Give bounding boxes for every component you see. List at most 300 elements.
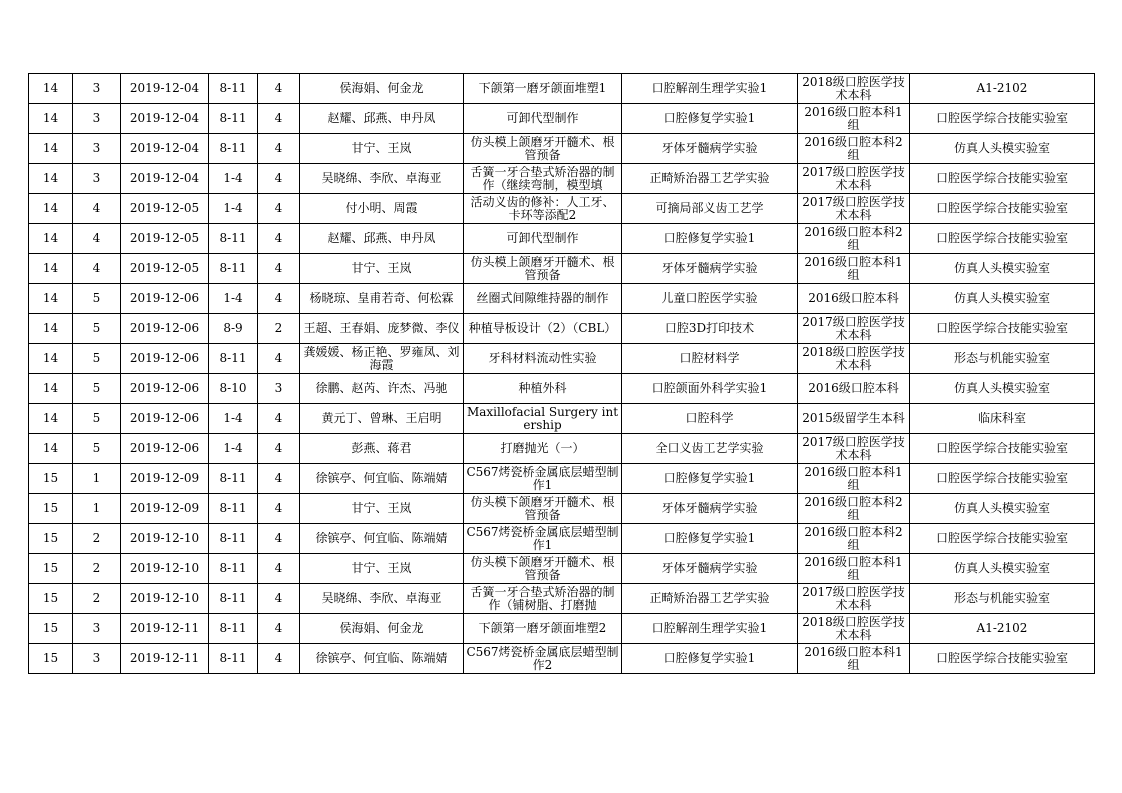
room-cell-text: 仿真人头模实验室 (953, 382, 1050, 395)
class-cell (798, 74, 910, 104)
class-cell (798, 644, 910, 674)
week-cell (29, 494, 73, 524)
teachers-cell (300, 404, 464, 434)
weekday-cell (73, 464, 121, 494)
weekday-cell-text: 5 (92, 382, 101, 395)
class-cell (798, 404, 910, 434)
date-cell-text: 2019-12-04 (129, 112, 200, 125)
course-cell-text: 口腔材料学 (679, 352, 740, 365)
room-cell-text: 口腔医学综合技能实验室 (935, 172, 1068, 185)
course-cell-text: 口腔颌面外科学实验1 (651, 382, 768, 395)
week-cell-text: 14 (42, 412, 59, 425)
course-cell (622, 74, 798, 104)
course-cell (622, 224, 798, 254)
hours-cell (258, 224, 300, 254)
weekday-cell (73, 584, 121, 614)
week-cell (29, 614, 73, 644)
weekday-cell (73, 284, 121, 314)
periods-cell-text: 8-11 (219, 562, 247, 575)
content-cell (464, 224, 622, 254)
hours-cell (258, 584, 300, 614)
course-cell-text: 正畸矫治器工艺学实验 (649, 172, 770, 185)
weekday-cell-text: 3 (92, 172, 101, 185)
room-cell-text: 口腔医学综合技能实验室 (935, 652, 1068, 665)
room-cell-text: A1-2102 (976, 622, 1028, 635)
table-row (29, 224, 1095, 254)
date-cell-text: 2019-12-05 (129, 202, 200, 215)
periods-cell (209, 404, 258, 434)
class-cell-text: 2017级口腔医学技术本科 (802, 315, 905, 342)
teachers-cell-text: 徐镔亭、何宜临、陈端婧 (315, 532, 448, 545)
course-cell-text: 可摘局部义齿工艺学 (655, 202, 764, 215)
date-cell-text: 2019-12-11 (129, 652, 200, 665)
hours-cell (258, 644, 300, 674)
hours-cell-text: 4 (274, 442, 283, 455)
course-cell-text: 牙体牙髓病学实验 (661, 502, 758, 515)
teachers-cell-text: 侯海娟、何金龙 (339, 82, 424, 95)
room-cell-text: 口腔医学综合技能实验室 (935, 532, 1068, 545)
room-cell-text: 仿真人头模实验室 (953, 142, 1050, 155)
hours-cell-text: 4 (274, 502, 283, 515)
weekday-cell-text: 5 (92, 322, 101, 335)
date-cell-text: 2019-12-11 (129, 622, 200, 635)
table-row (29, 584, 1095, 614)
weekday-cell (73, 104, 121, 134)
class-cell (798, 464, 910, 494)
date-cell-text: 2019-12-10 (129, 562, 200, 575)
week-cell-text: 15 (42, 622, 59, 635)
periods-cell (209, 554, 258, 584)
date-cell-text: 2019-12-10 (129, 592, 200, 605)
periods-cell-text: 8-11 (219, 592, 247, 605)
week-cell-text: 14 (42, 442, 59, 455)
room-cell-text: 仿真人头模实验室 (953, 562, 1050, 575)
content-cell-text: 仿头模下颌磨牙开髓术、根管预备 (470, 495, 615, 522)
content-cell (464, 284, 622, 314)
course-cell (622, 614, 798, 644)
date-cell (121, 614, 209, 644)
hours-cell (258, 134, 300, 164)
hours-cell-text: 4 (274, 292, 283, 305)
class-cell-text: 2016级口腔本科 (808, 382, 899, 395)
room-cell (910, 74, 1095, 104)
class-cell-text: 2016级口腔本科1组 (804, 465, 903, 492)
content-cell-text: C567烤瓷桥金属底层蜡型制作1 (466, 525, 619, 552)
room-cell (910, 164, 1095, 194)
weekday-cell (73, 224, 121, 254)
teachers-cell-text: 侯海娟、何金龙 (339, 622, 424, 635)
hours-cell-text: 3 (274, 382, 283, 395)
week-cell-text: 15 (42, 562, 59, 575)
weekday-cell-text: 2 (92, 562, 101, 575)
hours-cell-text: 4 (274, 232, 283, 245)
teachers-cell-text: 吴晓绵、李欣、卓海亚 (321, 172, 442, 185)
week-cell-text: 15 (42, 502, 59, 515)
week-cell (29, 224, 73, 254)
table-row (29, 434, 1095, 464)
week-cell (29, 584, 73, 614)
weekday-cell (73, 524, 121, 554)
periods-cell-text: 1-4 (223, 292, 243, 305)
class-cell-text: 2016级口腔本科2组 (804, 135, 903, 162)
hours-cell-text: 4 (274, 622, 283, 635)
content-cell-text: 丝圈式间隙维持器的制作 (476, 292, 609, 305)
table-row (29, 374, 1095, 404)
course-cell (622, 134, 798, 164)
class-cell-text: 2016级口腔本科 (808, 292, 899, 305)
content-cell (464, 584, 622, 614)
week-cell (29, 374, 73, 404)
course-cell-text: 全口义齿工艺学实验 (655, 442, 764, 455)
room-cell (910, 194, 1095, 224)
teachers-cell-text: 黄元丁、曾琳、王启明 (321, 412, 442, 425)
week-cell (29, 644, 73, 674)
course-cell (622, 404, 798, 434)
course-cell-text: 牙体牙髓病学实验 (661, 562, 758, 575)
table-row (29, 74, 1095, 104)
periods-cell (209, 74, 258, 104)
table-row (29, 644, 1095, 674)
course-cell (622, 434, 798, 464)
content-cell-text: C567烤瓷桥金属底层蜡型制作2 (466, 645, 619, 672)
class-cell (798, 494, 910, 524)
content-cell-text: 种植导板设计（2）（CBL） (468, 322, 617, 335)
weekday-cell (73, 404, 121, 434)
class-cell-text: 2018级口腔医学技术本科 (802, 345, 905, 372)
date-cell (121, 104, 209, 134)
table-row (29, 404, 1095, 434)
date-cell-text: 2019-12-04 (129, 82, 200, 95)
course-cell (622, 314, 798, 344)
week-cell (29, 344, 73, 374)
periods-cell (209, 194, 258, 224)
table-row (29, 524, 1095, 554)
periods-cell (209, 644, 258, 674)
date-cell (121, 314, 209, 344)
room-cell (910, 254, 1095, 284)
date-cell-text: 2019-12-05 (129, 262, 200, 275)
room-cell (910, 554, 1095, 584)
week-cell-text: 14 (42, 82, 59, 95)
teachers-cell (300, 434, 464, 464)
room-cell (910, 344, 1095, 374)
course-cell (622, 164, 798, 194)
date-cell (121, 524, 209, 554)
hours-cell-text: 4 (274, 532, 283, 545)
week-cell-text: 15 (42, 472, 59, 485)
content-cell-text: 可卸代型制作 (506, 112, 579, 125)
room-cell-text: 仿真人头模实验室 (953, 262, 1050, 275)
week-cell (29, 554, 73, 584)
course-cell-text: 口腔修复学实验1 (663, 532, 756, 545)
table-row (29, 134, 1095, 164)
room-cell (910, 524, 1095, 554)
date-cell (121, 254, 209, 284)
hours-cell (258, 524, 300, 554)
hours-cell-text: 4 (274, 352, 283, 365)
content-cell-text: 仿头模上颌磨牙开髓术、根管预备 (470, 255, 615, 282)
periods-cell-text: 1-4 (223, 202, 243, 215)
periods-cell (209, 104, 258, 134)
hours-cell-text: 4 (274, 652, 283, 665)
weekday-cell (73, 74, 121, 104)
class-cell (798, 194, 910, 224)
periods-cell-text: 1-4 (223, 172, 243, 185)
teachers-cell (300, 614, 464, 644)
periods-cell-text: 8-11 (219, 112, 247, 125)
content-cell (464, 134, 622, 164)
room-cell-text: 临床科室 (977, 412, 1026, 425)
periods-cell-text: 8-11 (219, 142, 247, 155)
table-row (29, 344, 1095, 374)
periods-cell (209, 344, 258, 374)
weekday-cell-text: 4 (92, 202, 101, 215)
room-cell-text: 仿真人头模实验室 (953, 292, 1050, 305)
teachers-cell (300, 194, 464, 224)
hours-cell (258, 464, 300, 494)
content-cell-text: 可卸代型制作 (506, 232, 579, 245)
date-cell (121, 644, 209, 674)
course-cell (622, 104, 798, 134)
weekday-cell (73, 614, 121, 644)
hours-cell-text: 4 (274, 112, 283, 125)
table-row (29, 554, 1095, 584)
class-cell-text: 2017级口腔医学技术本科 (802, 195, 905, 222)
content-cell (464, 314, 622, 344)
content-cell-text: 舌簧一牙合垫式矫治器的制作（铺树脂、打磨抛 (470, 585, 615, 612)
class-cell-text: 2016级口腔本科1组 (804, 255, 903, 282)
week-cell-text: 14 (42, 232, 59, 245)
date-cell (121, 404, 209, 434)
teachers-cell (300, 164, 464, 194)
teachers-cell (300, 554, 464, 584)
content-cell (464, 254, 622, 284)
teachers-cell-text: 徐鹏、赵芮、许杰、冯驰 (315, 382, 448, 395)
room-cell-text: 口腔医学综合技能实验室 (935, 232, 1068, 245)
periods-cell-text: 8-9 (223, 322, 243, 335)
date-cell (121, 194, 209, 224)
week-cell-text: 14 (42, 322, 59, 335)
hours-cell (258, 344, 300, 374)
week-cell-text: 14 (42, 352, 59, 365)
class-cell (798, 374, 910, 404)
periods-cell-text: 8-11 (219, 352, 247, 365)
weekday-cell (73, 434, 121, 464)
periods-cell-text: 8-11 (219, 232, 247, 245)
room-cell (910, 104, 1095, 134)
periods-cell-text: 8-11 (219, 502, 247, 515)
date-cell-text: 2019-12-10 (129, 532, 200, 545)
date-cell (121, 134, 209, 164)
course-cell (622, 494, 798, 524)
course-cell (622, 464, 798, 494)
teachers-cell (300, 494, 464, 524)
periods-cell (209, 254, 258, 284)
date-cell-text: 2019-12-09 (129, 502, 200, 515)
teachers-cell (300, 74, 464, 104)
hours-cell (258, 104, 300, 134)
date-cell (121, 584, 209, 614)
weekday-cell-text: 2 (92, 532, 101, 545)
hours-cell-text: 4 (274, 172, 283, 185)
class-cell (798, 104, 910, 134)
week-cell-text: 14 (42, 382, 59, 395)
periods-cell-text: 1-4 (223, 442, 243, 455)
weekday-cell-text: 1 (92, 502, 101, 515)
teachers-cell-text: 龚媛媛、杨正艳、罗雍凤、刘海霞 (303, 345, 460, 372)
content-cell-text: 下颌第一磨牙颌面堆塑2 (478, 622, 607, 635)
schedule-table-body (29, 74, 1095, 674)
week-cell-text: 14 (42, 202, 59, 215)
course-cell (622, 254, 798, 284)
course-cell-text: 口腔修复学实验1 (663, 232, 756, 245)
date-cell (121, 494, 209, 524)
weekday-cell-text: 3 (92, 652, 101, 665)
class-cell (798, 164, 910, 194)
weekday-cell-text: 3 (92, 622, 101, 635)
content-cell (464, 644, 622, 674)
hours-cell (258, 494, 300, 524)
week-cell (29, 164, 73, 194)
periods-cell (209, 284, 258, 314)
hours-cell (258, 194, 300, 224)
room-cell (910, 614, 1095, 644)
date-cell-text: 2019-12-06 (129, 322, 200, 335)
week-cell-text: 14 (42, 292, 59, 305)
room-cell (910, 284, 1095, 314)
content-cell (464, 464, 622, 494)
course-cell-text: 儿童口腔医学实验 (661, 292, 758, 305)
teachers-cell-text: 吴晓绵、李欣、卓海亚 (321, 592, 442, 605)
course-cell-text: 口腔解剖生理学实验1 (651, 622, 768, 635)
weekday-cell (73, 374, 121, 404)
course-cell-text: 口腔3D打印技术 (664, 322, 755, 335)
room-cell (910, 644, 1095, 674)
content-cell-text: 牙科材料流动性实验 (488, 352, 597, 365)
week-cell-text: 14 (42, 112, 59, 125)
course-cell-text: 口腔科学 (685, 412, 734, 425)
teachers-cell (300, 584, 464, 614)
hours-cell-text: 4 (274, 202, 283, 215)
room-cell-text: A1-2102 (976, 82, 1028, 95)
week-cell (29, 134, 73, 164)
week-cell (29, 104, 73, 134)
content-cell-text: 种植外科 (518, 382, 567, 395)
room-cell (910, 434, 1095, 464)
class-cell (798, 314, 910, 344)
course-cell-text: 口腔修复学实验1 (663, 652, 756, 665)
weekday-cell-text: 5 (92, 292, 101, 305)
hours-cell (258, 614, 300, 644)
hours-cell (258, 284, 300, 314)
week-cell-text: 15 (42, 592, 59, 605)
class-cell-text: 2016级口腔本科2组 (804, 495, 903, 522)
hours-cell-text: 4 (274, 412, 283, 425)
room-cell (910, 314, 1095, 344)
content-cell-text: 活动义齿的修补：人工牙、卡环等添配2 (470, 195, 615, 222)
periods-cell (209, 434, 258, 464)
weekday-cell-text: 5 (92, 412, 101, 425)
content-cell (464, 164, 622, 194)
week-cell-text: 15 (42, 652, 59, 665)
room-cell-text: 仿真人头模实验室 (953, 502, 1050, 515)
periods-cell (209, 224, 258, 254)
room-cell-text: 形态与机能实验室 (953, 352, 1050, 365)
periods-cell (209, 584, 258, 614)
teachers-cell (300, 314, 464, 344)
content-cell-text: C567烤瓷桥金属底层蜡型制作1 (466, 465, 619, 492)
course-cell (622, 554, 798, 584)
content-cell-text: 打磨抛光（一） (500, 442, 585, 455)
date-cell-text: 2019-12-04 (129, 172, 200, 185)
weekday-cell (73, 254, 121, 284)
course-cell (622, 644, 798, 674)
weekday-cell-text: 3 (92, 82, 101, 95)
class-cell-text: 2016级口腔本科1组 (804, 105, 903, 132)
class-cell-text: 2016级口腔本科1组 (804, 645, 903, 672)
teachers-cell (300, 104, 464, 134)
date-cell (121, 164, 209, 194)
week-cell-text: 14 (42, 262, 59, 275)
room-cell-text: 口腔医学综合技能实验室 (935, 202, 1068, 215)
content-cell-text: 仿头模上颌磨牙开髓术、根管预备 (470, 135, 615, 162)
periods-cell-text: 1-4 (223, 412, 243, 425)
weekday-cell-text: 4 (92, 262, 101, 275)
week-cell (29, 434, 73, 464)
room-cell (910, 224, 1095, 254)
teachers-cell-text: 徐镔亭、何宜临、陈端婧 (315, 472, 448, 485)
content-cell (464, 374, 622, 404)
teachers-cell (300, 644, 464, 674)
hours-cell (258, 374, 300, 404)
hours-cell-text: 4 (274, 472, 283, 485)
room-cell (910, 464, 1095, 494)
periods-cell-text: 8-11 (219, 622, 247, 635)
class-cell-text: 2017级口腔医学技术本科 (802, 435, 905, 462)
class-cell-text: 2016级口腔本科2组 (804, 225, 903, 252)
periods-cell (209, 494, 258, 524)
hours-cell (258, 164, 300, 194)
date-cell-text: 2019-12-06 (129, 382, 200, 395)
room-cell-text: 口腔医学综合技能实验室 (935, 472, 1068, 485)
table-row (29, 614, 1095, 644)
room-cell (910, 494, 1095, 524)
room-cell (910, 584, 1095, 614)
week-cell (29, 314, 73, 344)
date-cell-text: 2019-12-09 (129, 472, 200, 485)
course-cell-text: 口腔修复学实验1 (663, 472, 756, 485)
weekday-cell-text: 3 (92, 112, 101, 125)
weekday-cell (73, 494, 121, 524)
teachers-cell-text: 赵耀、邱燕、申丹凤 (327, 112, 436, 125)
content-cell (464, 434, 622, 464)
class-cell-text: 2017级口腔医学技术本科 (802, 585, 905, 612)
teachers-cell-text: 甘宁、王岚 (351, 502, 412, 515)
course-cell (622, 284, 798, 314)
date-cell (121, 74, 209, 104)
course-cell-text: 口腔解剖生理学实验1 (651, 82, 768, 95)
room-cell-text: 口腔医学综合技能实验室 (935, 442, 1068, 455)
teachers-cell-text: 徐镔亭、何宜临、陈端婧 (315, 652, 448, 665)
hours-cell-text: 4 (274, 562, 283, 575)
date-cell-text: 2019-12-06 (129, 352, 200, 365)
table-row (29, 104, 1095, 134)
room-cell (910, 134, 1095, 164)
class-cell-text: 2018级口腔医学技术本科 (802, 75, 905, 102)
weekday-cell (73, 644, 121, 674)
room-cell-text: 口腔医学综合技能实验室 (935, 322, 1068, 335)
weekday-cell-text: 5 (92, 442, 101, 455)
